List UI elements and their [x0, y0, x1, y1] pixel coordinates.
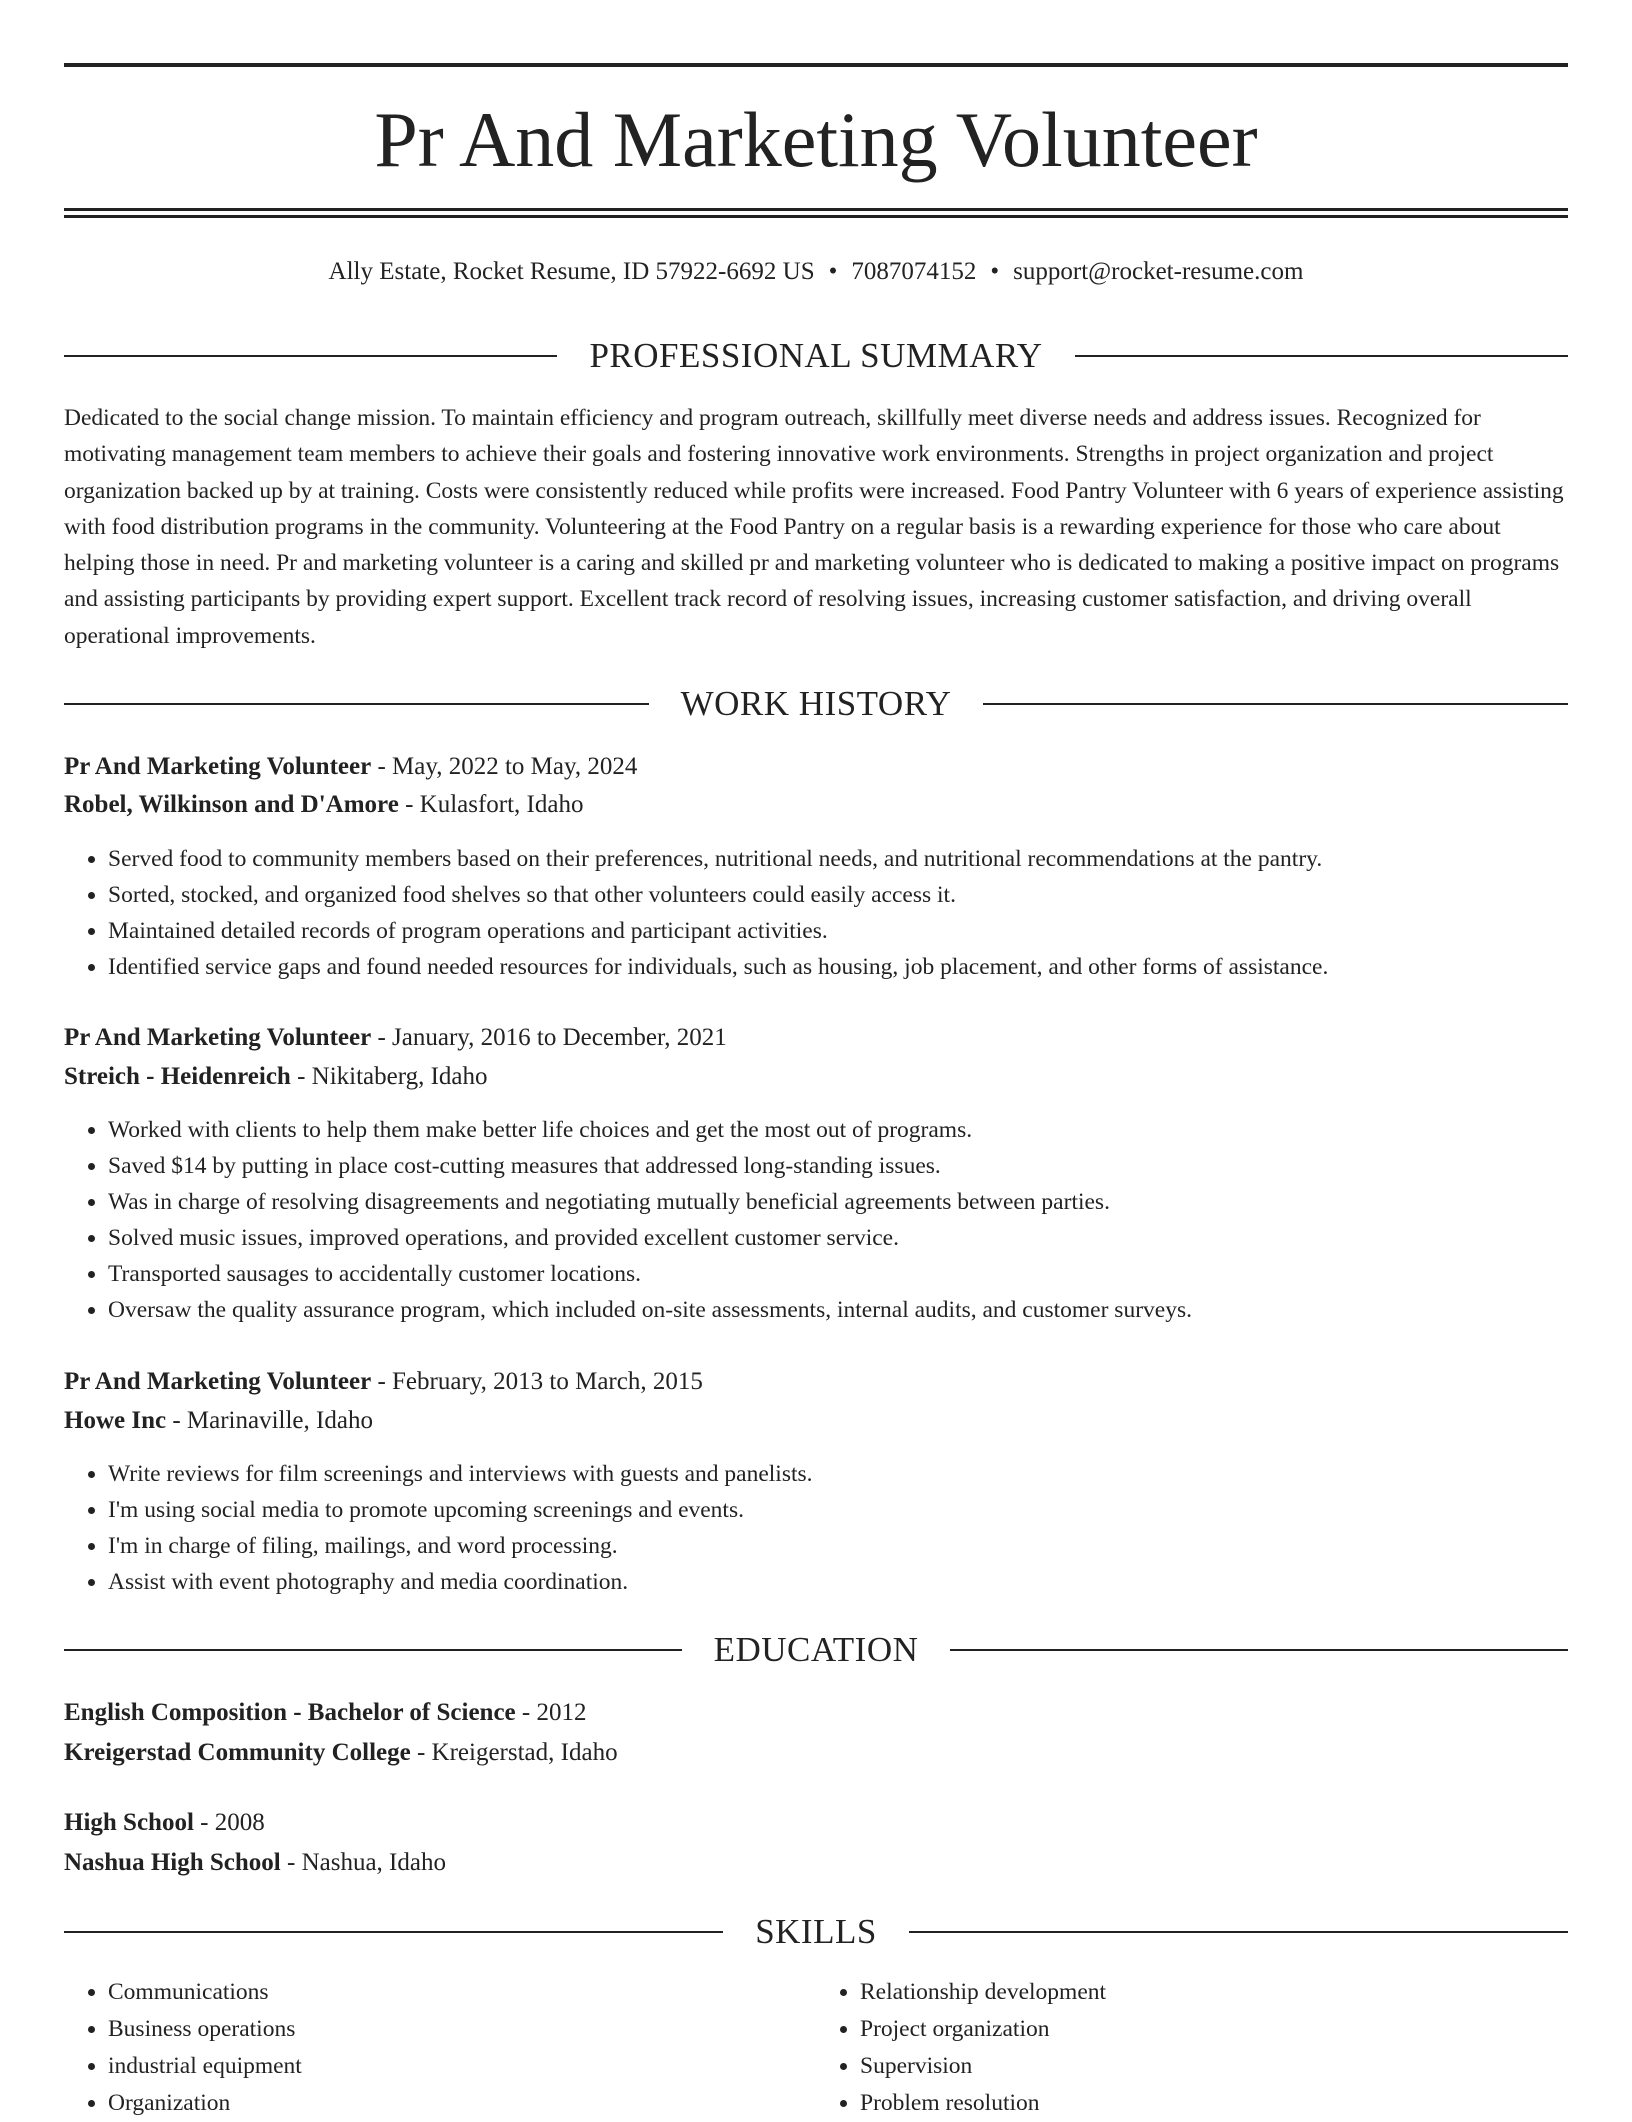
job-title: Pr And Marketing Volunteer: [64, 1024, 372, 1051]
section-title-skills: SKILLS: [755, 1912, 877, 1951]
skills-list-right: [816, 1974, 1568, 2122]
job-2-company-line: [64, 1059, 1568, 1095]
top-rule: [64, 63, 1568, 67]
section-rule-right: [1075, 355, 1568, 357]
list-item: • Served food to community members based on their preferences, nutritional needs, and nutritional recommendations at the pantry.: [108, 841, 1568, 877]
list-item: • Oversaw the quality assurance program, which included on-site assessments, internal audits, and customer surveys.: [108, 1292, 1568, 1328]
contact-line: [64, 254, 1568, 290]
list-item: • Identified service gaps and found needed resources for individuals, such as housing, job placement, and other forms of assistance.: [108, 949, 1568, 985]
job-title: Pr And Marketing Volunteer: [64, 753, 372, 780]
skill-item: • Supervision: [860, 2048, 1568, 2085]
list-item: • Write reviews for film screenings and interviews with guests and panelists.: [108, 1456, 1568, 1492]
education-2-degree-line: [64, 1805, 1568, 1841]
education-1-degree-line: [64, 1695, 1568, 1731]
section-rule-left: [64, 703, 649, 705]
skill-item: • Relationship development: [860, 1974, 1568, 2011]
education-location: - Nashua, Idaho: [280, 1849, 446, 1876]
section-title-work: WORK HISTORY: [680, 684, 952, 723]
education-location: - Kreigerstad, Idaho: [410, 1739, 618, 1766]
list-item: • I'm using social media to promote upcoming screenings and events.: [108, 1492, 1568, 1528]
list-item: • Solved music issues, improved operations, and provided excellent customer service.: [108, 1220, 1568, 1256]
section-title-summary: PROFESSIONAL SUMMARY: [589, 336, 1043, 375]
section-header-work: [64, 684, 1568, 724]
list-item: • Assist with event photography and media coordination.: [108, 1564, 1568, 1600]
contact-separator: •: [828, 258, 838, 285]
job-3-company-line: [64, 1403, 1568, 1439]
section-header-summary: [64, 336, 1568, 376]
skill-item: • Communications: [108, 1974, 816, 2011]
skills-list-left: [64, 1974, 816, 2122]
contact-separator: •: [990, 258, 1000, 285]
title-double-rule: [64, 208, 1568, 218]
list-item: • Transported sausages to accidentally customer locations.: [108, 1256, 1568, 1292]
contact-phone[interactable]: 7087074152: [851, 258, 977, 285]
education-1-school-line: [64, 1735, 1568, 1771]
section-header-skills: [64, 1912, 1568, 1952]
skill-item: • Problem resolution: [860, 2085, 1568, 2122]
section-rule-right: [950, 1649, 1568, 1651]
list-item: • Sorted, stocked, and organized food shelves so that other volunteers could easily access it.: [108, 877, 1568, 913]
job-2-bullets: [64, 1112, 1568, 1328]
job-1-company-line: [64, 787, 1568, 823]
job-company: Robel, Wilkinson and D'Amore: [64, 791, 399, 818]
job-location: - Marinaville, Idaho: [166, 1407, 373, 1434]
section-rule-left: [64, 1931, 723, 1933]
list-item: • Saved $14 by putting in place cost-cutting measures that addressed long-standing issues.: [108, 1148, 1568, 1184]
job-location: - Kulasfort, Idaho: [398, 791, 584, 818]
education-school: Kreigerstad Community College: [64, 1739, 411, 1766]
section-title-education: EDUCATION: [713, 1630, 919, 1669]
section-rule-right: [909, 1931, 1568, 1933]
resume-title: Pr And Marketing Volunteer: [374, 96, 1258, 183]
section-rule-left: [64, 1649, 682, 1651]
job-company: Streich - Heidenreich: [64, 1063, 291, 1090]
job-dates: - May, 2022 to May, 2024: [371, 753, 638, 780]
education-degree: High School: [64, 1809, 194, 1836]
job-location: - Nikitaberg, Idaho: [290, 1063, 488, 1090]
job-2-title-line: [64, 1020, 1568, 1056]
section-rule-right: [983, 703, 1568, 705]
job-1-bullets: [64, 841, 1568, 985]
education-school: Nashua High School: [64, 1849, 281, 1876]
skills-columns: [64, 1974, 1568, 2122]
section-rule-left: [64, 355, 557, 357]
contact-email[interactable]: support@rocket-resume.com: [1013, 258, 1304, 285]
job-3-title-line: [64, 1364, 1568, 1400]
skill-item: • industrial equipment: [108, 2048, 816, 2085]
list-item: • Maintained detailed records of program operations and participant activities.: [108, 913, 1568, 949]
education-degree: English Composition - Bachelor of Science: [64, 1699, 516, 1726]
job-3-bullets: [64, 1456, 1568, 1600]
education-year: - 2012: [515, 1699, 587, 1726]
education-2-school-line: [64, 1845, 1568, 1881]
education-year: - 2008: [193, 1809, 265, 1836]
skill-item: • Business operations: [108, 2011, 816, 2048]
contact-address: Ally Estate, Rocket Resume, ID 57922-6692 US: [328, 258, 815, 285]
list-item: • I'm in charge of filing, mailings, and word processing.: [108, 1528, 1568, 1564]
job-title: Pr And Marketing Volunteer: [64, 1368, 372, 1395]
skill-item: • Organization: [108, 2085, 816, 2122]
job-dates: - February, 2013 to March, 2015: [371, 1368, 703, 1395]
list-item: • Worked with clients to help them make better life choices and get the most out of programs.: [108, 1112, 1568, 1148]
job-1-title-line: [64, 749, 1568, 785]
skill-item: • Project organization: [860, 2011, 1568, 2048]
section-header-education: [64, 1630, 1568, 1670]
job-dates: - January, 2016 to December, 2021: [371, 1024, 727, 1051]
job-company: Howe Inc: [64, 1407, 167, 1434]
summary-text: Dedicated to the social change mission. To maintain efficiency and program outreach, skillfully meet diverse needs and address issues. Recognized for motivating management team members to achieve their goals and fostering innovative work environments. Strengths in project organization and project organization backed up by at training. Costs were consistently reduced while profits were increased. Food Pantry Volunteer with 6 years of experience assisting with food distribution programs in the community. Volunteering at the Food Pantry on a regular basis is a rewarding experience for those who care about helping those in need. Pr and marketing volunteer is a caring and skilled pr and marketing volunteer who is dedicated to making a positive impact on programs and assisting participants by providing expert support. Excellent track record of resolving issues, increasing customer satisfaction, and driving overall operational improvements.: [64, 405, 1564, 649]
list-item: • Was in charge of resolving disagreements and negotiating mutually beneficial agreements between parties.: [108, 1184, 1568, 1220]
